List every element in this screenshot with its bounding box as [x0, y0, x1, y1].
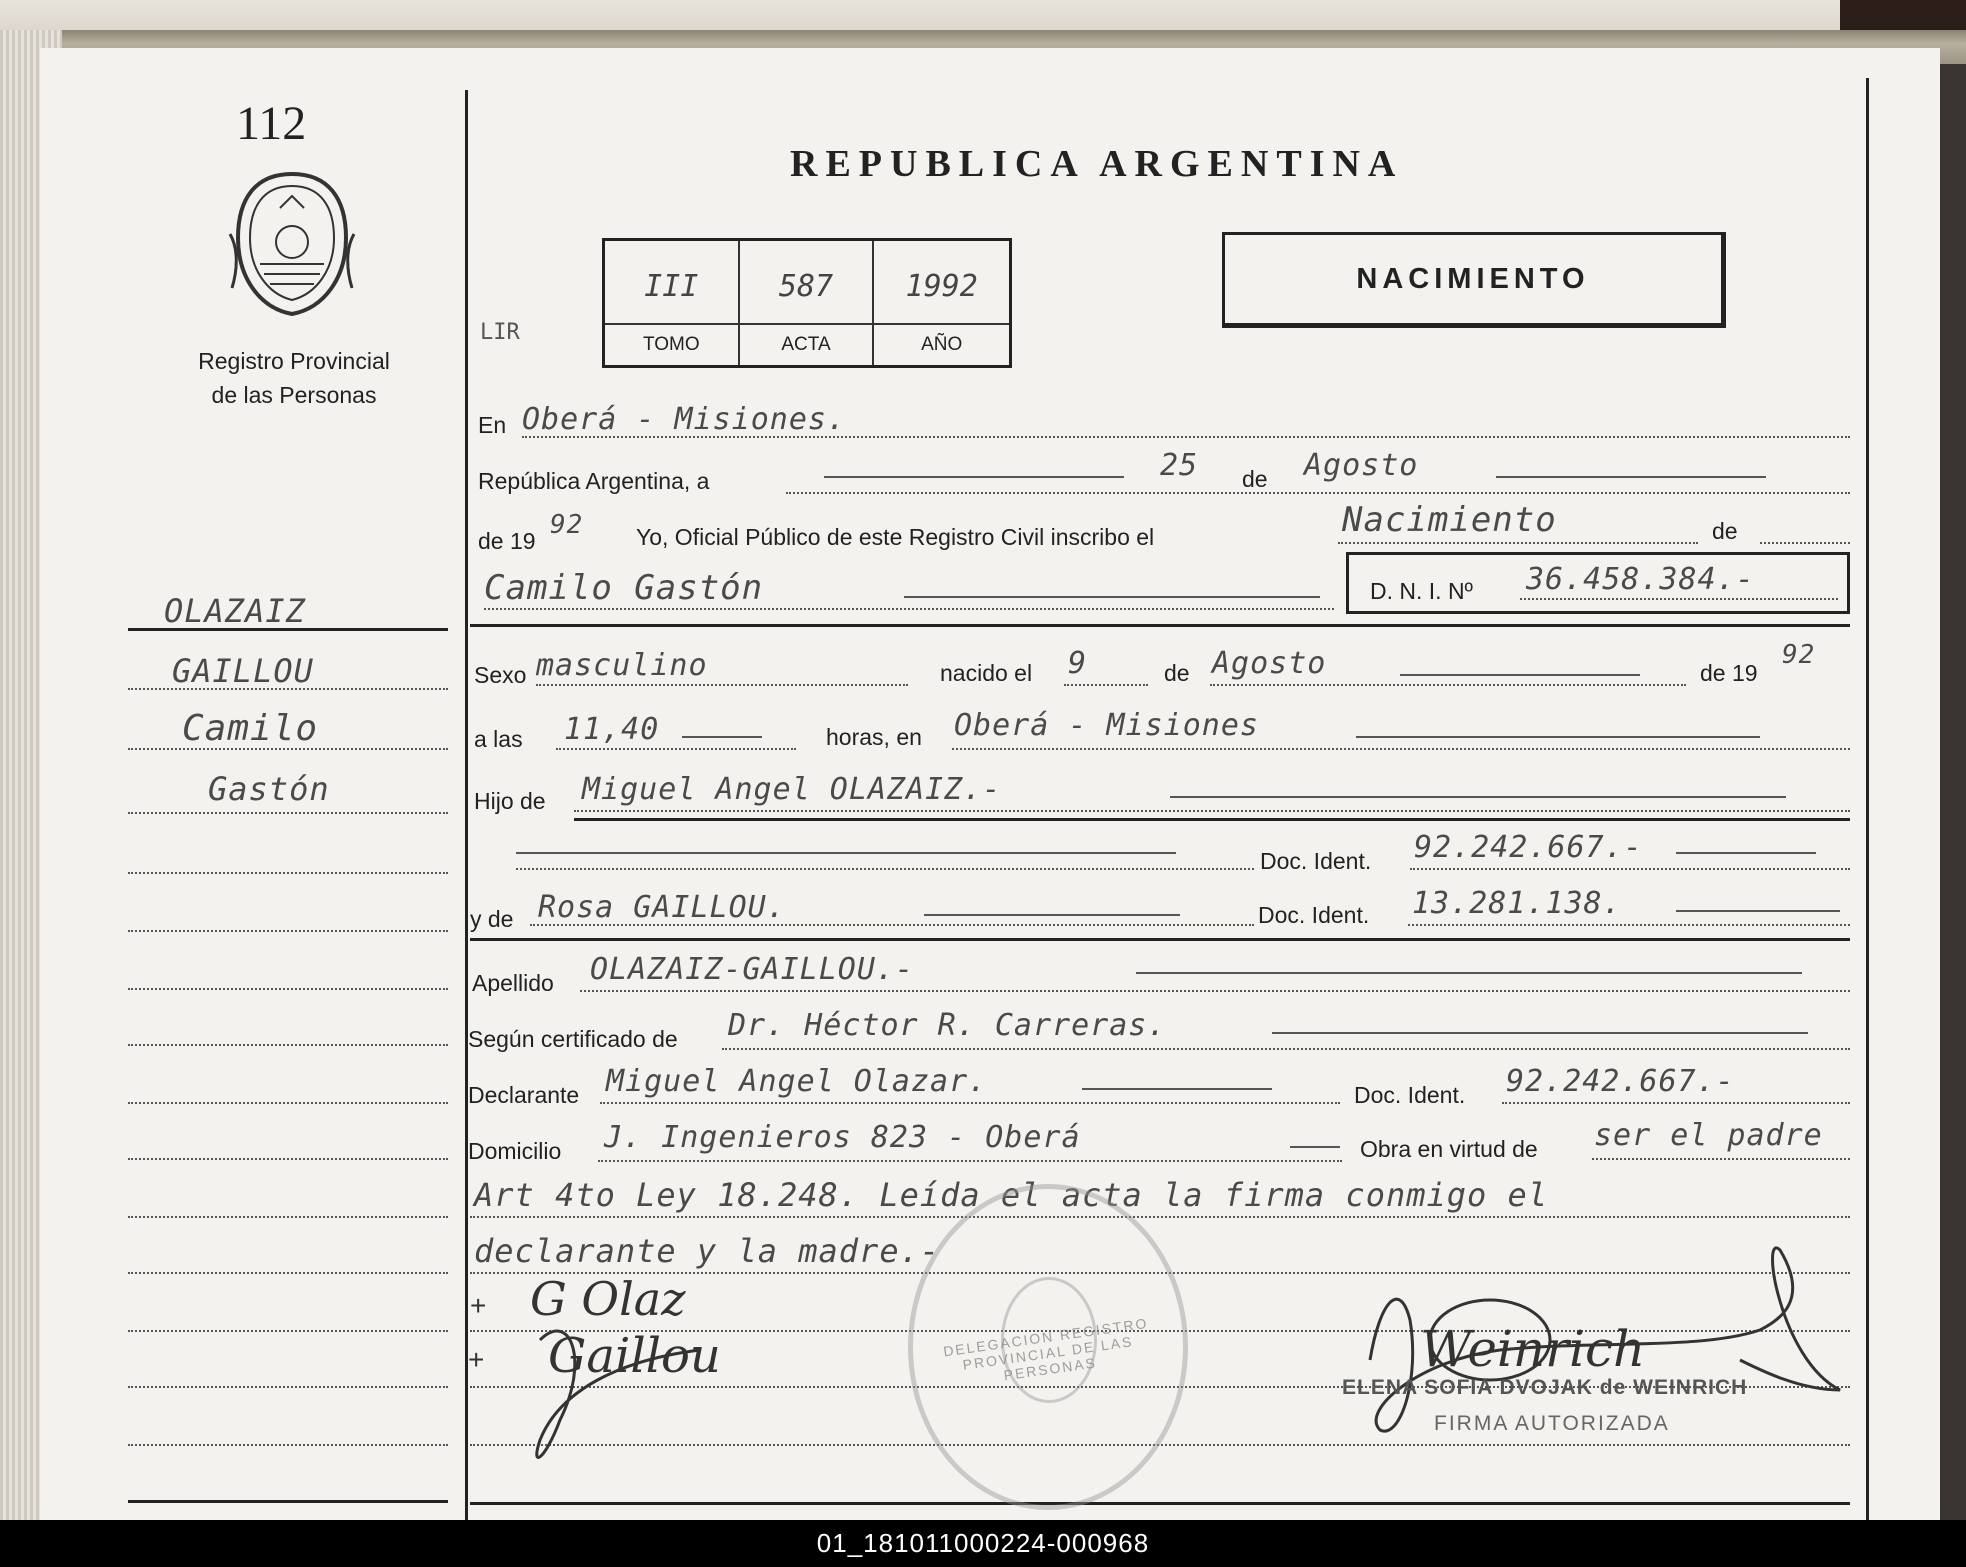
ano-label: AÑO: [874, 323, 1009, 365]
acta-value: 587: [778, 269, 834, 304]
fill-line: [1410, 868, 1850, 870]
libro-reference-table: [602, 238, 1012, 368]
official-stamp: [908, 1184, 1188, 1510]
signature-mark: +: [470, 1290, 487, 1321]
libro-handwritten-label: LIR: [480, 320, 520, 345]
obra-label: Obra en virtud de: [1360, 1136, 1538, 1162]
fill-line: [530, 924, 1254, 926]
pen-stroke: [1136, 972, 1802, 974]
inscribo-label: Yo, Oficial Público de este Registro Civil inscribo el: [636, 524, 1155, 550]
father-value: Miguel Angel OLAZAIZ.-: [582, 772, 1002, 807]
margin-rule: [128, 1500, 448, 1503]
margin-rule: [128, 628, 448, 631]
margin-surname-1: OLAZAIZ: [164, 592, 306, 630]
declarant-signature: G Olaz: [530, 1272, 686, 1326]
pen-stroke: [1082, 1088, 1272, 1090]
file-id-bar: 01_181011000224-000968: [0, 1520, 1966, 1567]
margin-line: [128, 812, 448, 814]
a-las-label: a las: [474, 726, 523, 752]
margin-line: [128, 1216, 448, 1218]
margin-line: [128, 748, 448, 750]
fill-line: [1338, 542, 1698, 544]
en-value: Oberá - Misiones.: [522, 402, 847, 437]
margin-line: [128, 1102, 448, 1104]
year-suffix: 92: [550, 510, 584, 540]
doc-ident-label: Doc. Ident.: [1258, 902, 1370, 928]
fill-line: [1520, 598, 1838, 600]
de-label-3: de: [1164, 660, 1190, 686]
pen-stroke: [1356, 736, 1760, 738]
margin-line: [128, 1330, 448, 1332]
pen-stroke: [924, 914, 1180, 916]
pen-stroke: [1676, 852, 1816, 854]
y-de-label: y de: [470, 906, 514, 932]
doc-ident-label: Doc. Ident.: [1260, 848, 1372, 874]
hora-value: 11,40: [564, 712, 660, 747]
fill-line: [1592, 1158, 1850, 1160]
birth-year-suffix: 92: [1782, 640, 1816, 670]
fill-line: [536, 684, 908, 686]
section-rule: [470, 624, 1850, 627]
tomo-label: TOMO: [605, 323, 738, 365]
pen-stroke: [1400, 674, 1640, 676]
fill-line: [786, 492, 1850, 494]
nacido-label: nacido el: [940, 660, 1033, 686]
pen-stroke: [1496, 476, 1766, 478]
country-title: REPUBLICA ARGENTINA: [790, 143, 1404, 185]
mother-signature: Gaillou: [548, 1328, 721, 1384]
notes-line-2: declarante y la madre.-: [474, 1232, 941, 1270]
sexo-value: masculino: [536, 648, 708, 683]
certificado-label: Según certificado de: [468, 1026, 678, 1052]
fill-line: [600, 1102, 1340, 1104]
domicilio-label: Domicilio: [468, 1138, 562, 1164]
acta-label: ACTA: [740, 323, 873, 365]
doc-ident-label: Doc. Ident.: [1354, 1082, 1466, 1108]
page-number: 112: [236, 97, 307, 150]
fill-line: [1760, 542, 1850, 544]
mother-doc: 13.281.138.: [1412, 886, 1622, 921]
margin-line: [128, 688, 448, 690]
father-doc: 92.242.667.-: [1414, 830, 1643, 865]
de-label-2: de: [1712, 518, 1738, 544]
sexo-label: Sexo: [474, 662, 527, 688]
act-type-box: NACIMIENTO: [1222, 232, 1726, 328]
fill-line: [598, 1160, 1342, 1162]
right-border: [1866, 78, 1869, 1520]
margin-line: [128, 988, 448, 990]
republica-label: República Argentina, a: [478, 468, 710, 494]
margin-line: [128, 872, 448, 874]
fill-line: [1502, 1102, 1850, 1104]
apellido-value: OLAZAIZ-GAILLOU.-: [590, 952, 915, 987]
fill-line: [1064, 684, 1148, 686]
month-value: Agosto: [1304, 448, 1419, 483]
hijo-label: Hijo de: [474, 788, 546, 814]
dni-value: 36.458.384.-: [1526, 562, 1755, 597]
domicilio-value: J. Ingenieros 823 - Oberá: [604, 1120, 1081, 1155]
fill-line: [722, 1048, 1850, 1050]
pen-stroke: [1272, 1032, 1808, 1034]
obra-value: ser el padre: [1594, 1118, 1823, 1153]
margin-surname-2: GAILLOU: [172, 652, 314, 690]
ano-cell: [874, 241, 1009, 365]
pen-stroke: [682, 736, 762, 738]
signature-mark: +: [468, 1344, 485, 1375]
acta-cell: [740, 241, 875, 365]
year-prefix: de 19: [478, 528, 536, 554]
book-cover-corner: [1840, 0, 1966, 30]
margin-given-2: Gastón: [208, 770, 330, 808]
tomo-value: III: [644, 269, 699, 304]
birth-day: 9: [1068, 646, 1088, 681]
fill-line: [484, 608, 1334, 610]
horas-label: horas, en: [826, 724, 922, 750]
fill-line: [580, 990, 1850, 992]
pen-stroke: [516, 852, 1176, 854]
margin-line: [128, 1158, 448, 1160]
child-name: Camilo Gastón: [484, 568, 764, 608]
margin-line: [128, 1044, 448, 1046]
fill-line: [470, 1216, 1850, 1218]
margin-line: [128, 1386, 448, 1388]
birth-place: Oberá - Misiones: [954, 708, 1259, 743]
official-name: ELENA SOFIA DVOJAK de WEINRICH: [1342, 1376, 1748, 1399]
fill-line: [556, 748, 796, 750]
birth-year-prefix: de 19: [1700, 660, 1758, 686]
inscribo-value: Nacimiento: [1342, 500, 1557, 540]
pen-stroke: [1676, 910, 1840, 912]
misiones-seal-icon: [228, 168, 356, 320]
pen-stroke: [1290, 1146, 1340, 1148]
tomo-cell: [605, 241, 740, 365]
mother-value: Rosa GAILLOU.: [538, 890, 786, 925]
registry-line-2: de las Personas: [211, 382, 377, 408]
pen-stroke: [1170, 796, 1786, 798]
margin-line: [128, 1272, 448, 1274]
fill-line: [522, 436, 1850, 438]
signature-flourish-icon: [500, 1300, 760, 1480]
fill-line: [574, 810, 1850, 812]
fill-line: [516, 868, 1254, 870]
certificado-value: Dr. Héctor R. Carreras.: [728, 1008, 1167, 1043]
margin-divider: [465, 90, 468, 1520]
dni-label: D. N. I. Nº: [1370, 578, 1473, 604]
margin-line: [128, 930, 448, 932]
fill-line: [1210, 684, 1686, 686]
pen-stroke: [904, 596, 1320, 598]
apellido-label: Apellido: [472, 970, 554, 996]
registry-name: [160, 344, 428, 412]
fill-line: [952, 748, 1850, 750]
section-rule: [574, 818, 1850, 821]
margin-given-1: Camilo: [182, 708, 319, 749]
notes-line-1: Art 4to Ley 18.248. Leída el acta la firma conmigo el: [474, 1176, 1549, 1214]
en-label: En: [478, 412, 507, 438]
day-value: 25: [1160, 448, 1199, 483]
ano-value: 1992: [905, 269, 978, 304]
fill-line: [1408, 924, 1850, 926]
registry-line-1: Registro Provincial: [198, 348, 390, 374]
birth-month: Agosto: [1212, 646, 1327, 681]
declarante-label: Declarante: [468, 1082, 580, 1108]
firma-autorizada: FIRMA AUTORIZADA: [1434, 1412, 1670, 1435]
declarante-value: Miguel Angel Olazar.: [606, 1064, 988, 1099]
stamp-text: DELEGACION REGISTRO PROVINCIAL DE LAS PERSONAS: [942, 1314, 1150, 1384]
official-signature: Weinrich: [1420, 1320, 1646, 1378]
margin-line: [128, 1444, 448, 1446]
declarante-doc: 92.242.667.-: [1506, 1064, 1735, 1099]
de-label: de: [1242, 466, 1268, 492]
section-rule: [470, 938, 1850, 941]
pen-stroke: [824, 476, 1124, 478]
section-rule: [470, 1502, 1850, 1505]
